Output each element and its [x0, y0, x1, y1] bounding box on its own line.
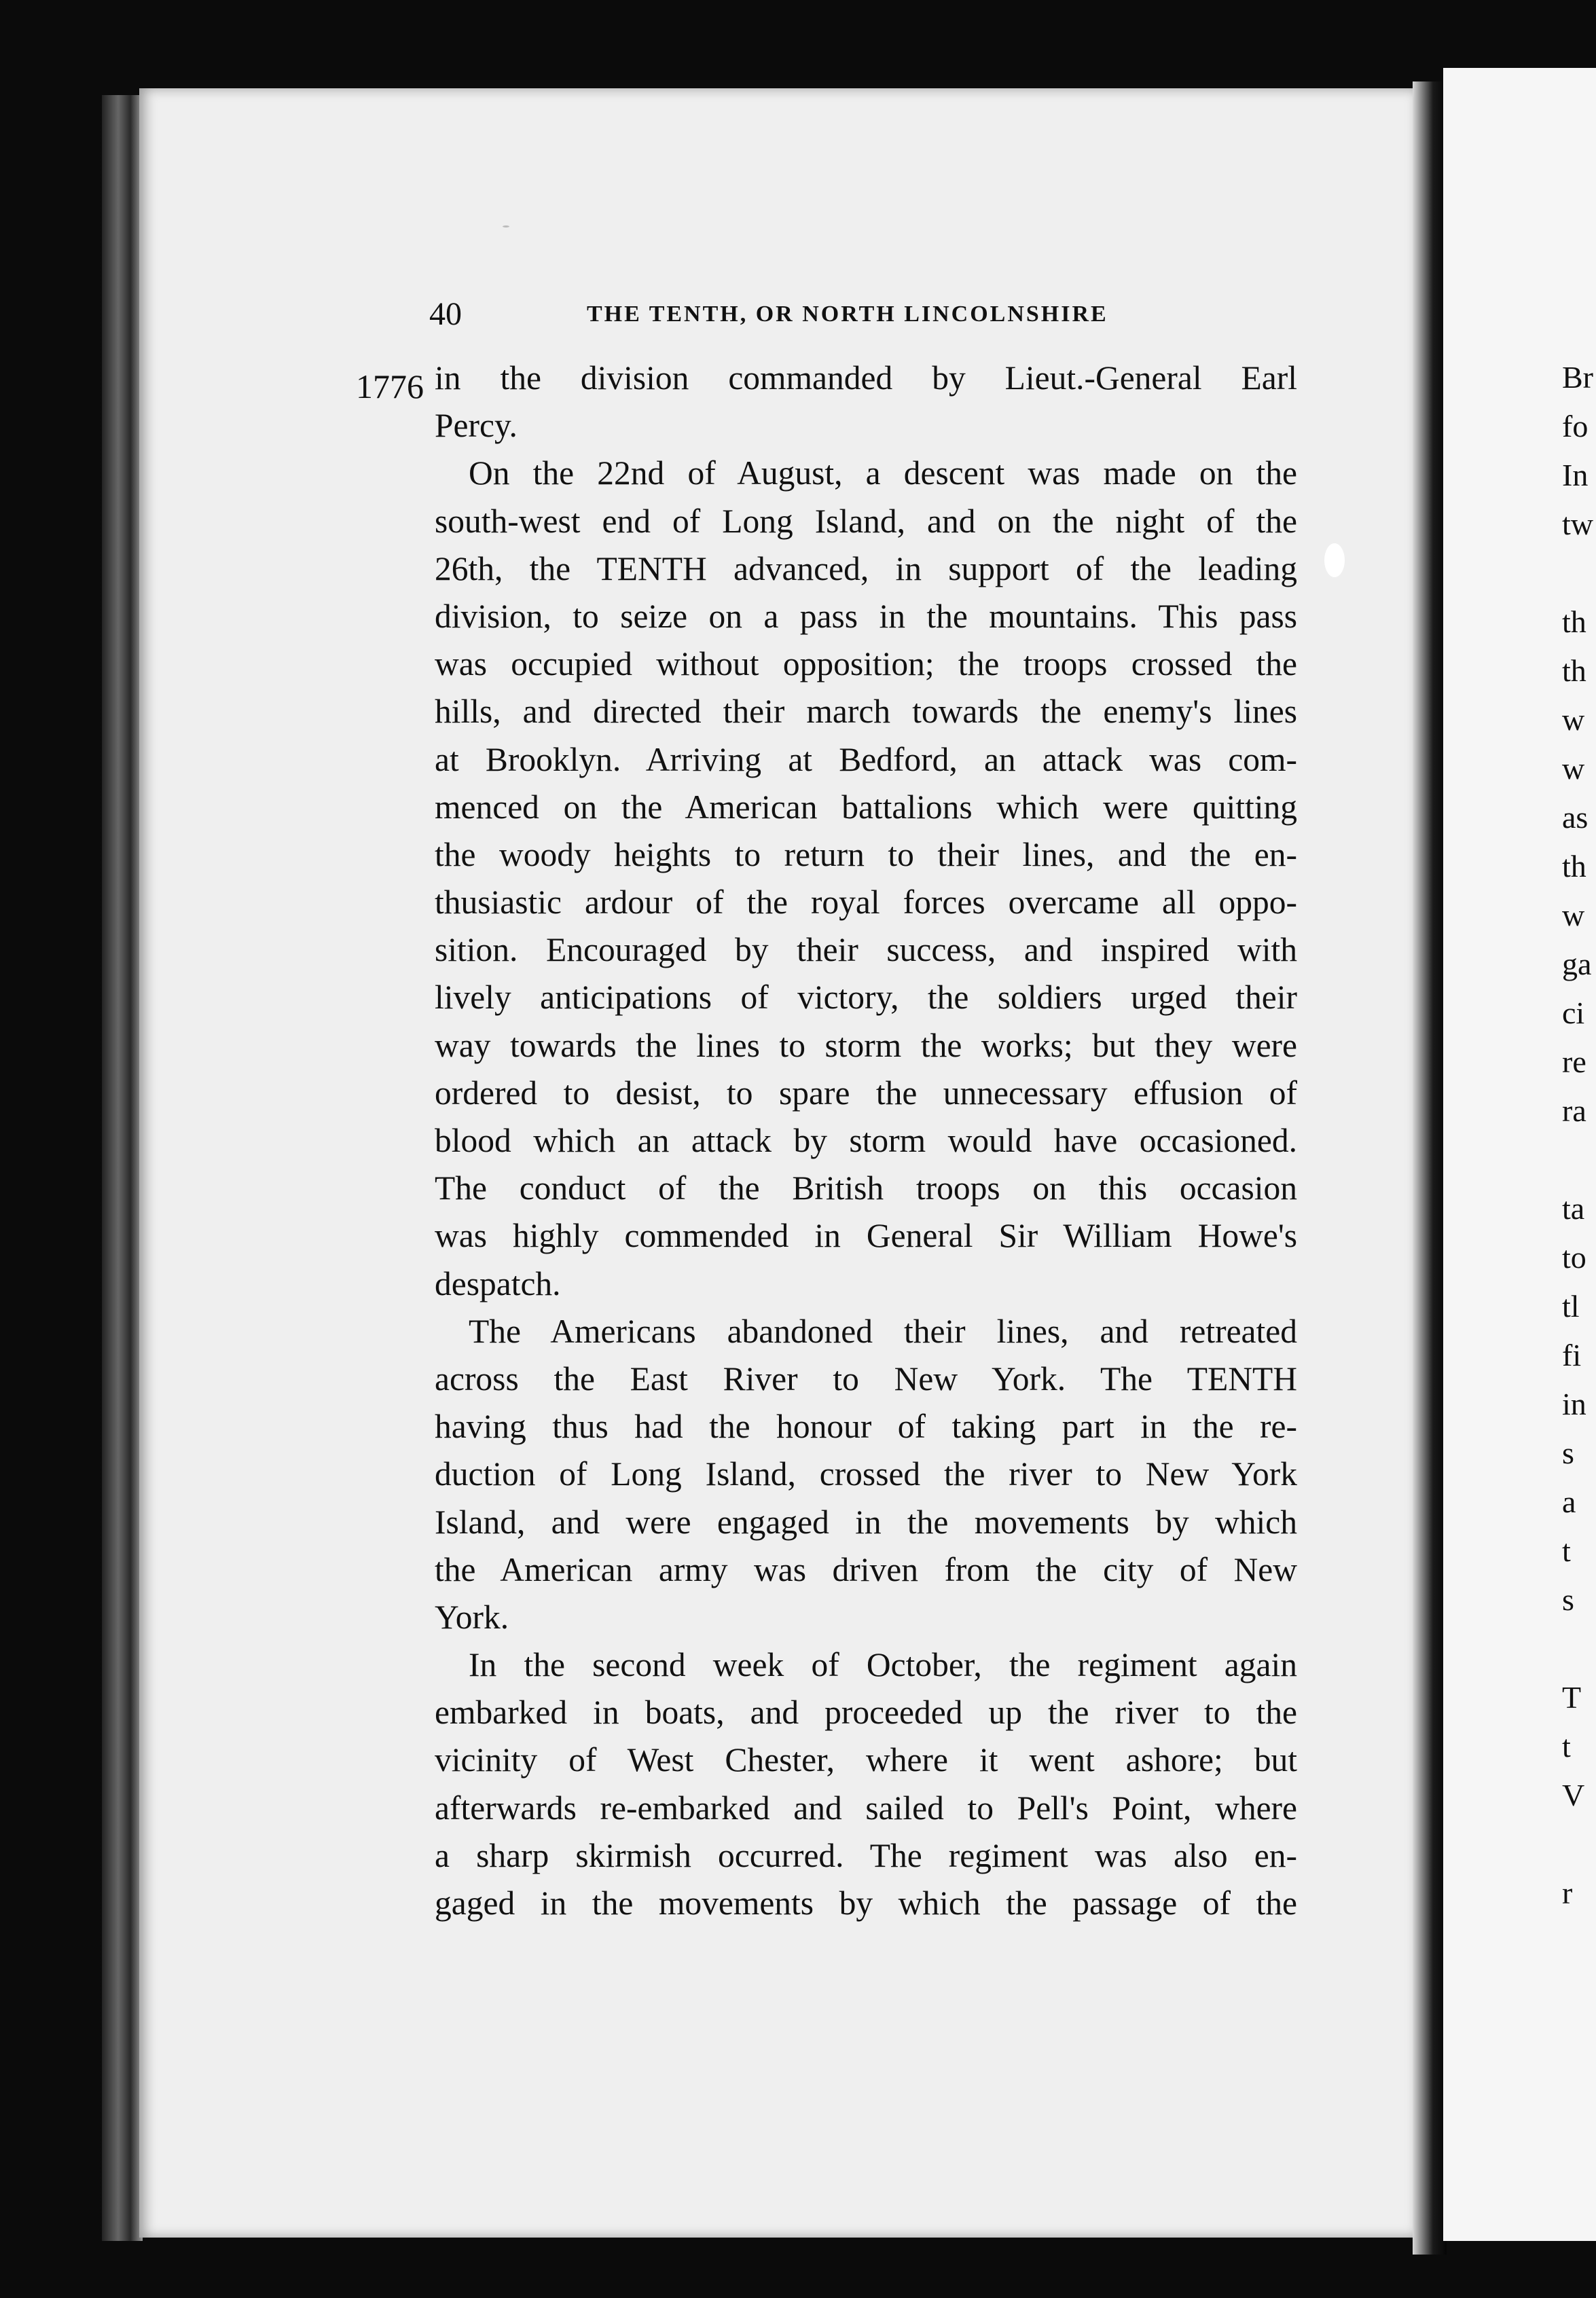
- text-line: at Brooklyn. Arriving at Bedford, an attack was com-: [435, 740, 1297, 778]
- facing-line-fragment: ga: [1562, 947, 1592, 981]
- text-line: embarked in boats, and proceeded up the river to the: [435, 1694, 1297, 1732]
- text-line: On the 22nd of August, a descent was made on the: [469, 454, 1297, 492]
- facing-line-fragment: r: [1562, 1876, 1573, 1910]
- facing-line-fragment: in: [1562, 1387, 1586, 1421]
- facing-line-fragment: a: [1562, 1484, 1576, 1519]
- facing-line-fragment: w: [1562, 751, 1585, 786]
- facing-line-fragment: [1562, 549, 1596, 598]
- facing-line-fragment: ci: [1562, 996, 1585, 1030]
- facing-line-fragment: s: [1562, 1582, 1574, 1617]
- facing-line-fragment: [1562, 1820, 1596, 1869]
- text-line: 26th, the TENTH advanced, in support of the leading: [435, 549, 1297, 587]
- facing-line-fragment: T: [1562, 1680, 1582, 1715]
- text-line: the woody heights to return to their lines, and the en-: [435, 835, 1297, 873]
- text-line: was highly commended in General Sir William Howe's: [435, 1217, 1297, 1255]
- facing-line-fragment: th: [1562, 653, 1586, 688]
- text-line: having thus had the honour of taking part in the re-: [435, 1408, 1297, 1446]
- text-line: hills, and directed their march towards the enemy's lines: [435, 693, 1297, 731]
- margin-year: 1776: [356, 367, 424, 405]
- gutter-shadow: [1413, 81, 1447, 2255]
- text-line: a sharp skirmish occurred. The regiment was also en-: [435, 1836, 1297, 1874]
- text-line: across the East River to New York. The TENTH: [435, 1360, 1297, 1398]
- facing-line-fragment: tl: [1562, 1289, 1580, 1324]
- facing-line-fragment: V: [1562, 1778, 1585, 1812]
- facing-line-fragment: fo: [1562, 409, 1589, 443]
- facing-line-fragment: Br: [1562, 360, 1593, 395]
- text-line: In the second week of October, the regiment again: [469, 1646, 1297, 1684]
- facing-line-fragment: as: [1562, 800, 1589, 835]
- facing-line-fragment: w: [1562, 702, 1585, 737]
- facing-line-fragment: ta: [1562, 1191, 1585, 1226]
- body-text: [435, 354, 1297, 1927]
- text-line: Island, and were engaged in the movements by which: [435, 1503, 1297, 1541]
- text-line: despatch.: [435, 1264, 561, 1302]
- text-line: was occupied without opposition; the troops crossed the: [435, 645, 1297, 683]
- text-line: The Americans abandoned their lines, and retreated: [469, 1312, 1297, 1350]
- text-line: in the division commanded by Lieut.-General Earl: [435, 359, 1297, 397]
- facing-line-fragment: t: [1562, 1729, 1571, 1764]
- text-line: blood which an attack by storm would have occasioned.: [435, 1122, 1297, 1159]
- text-line: The conduct of the British troops on this occasion: [435, 1169, 1297, 1207]
- facing-line-fragment: [1562, 1624, 1596, 1673]
- text-line: thusiastic ardour of the royal forces overcame all oppo-: [435, 883, 1297, 922]
- text-line: south-west end of Long Island, and on the night of the: [435, 502, 1297, 540]
- facing-line-fragment: s: [1562, 1436, 1574, 1470]
- text-line: duction of Long Island, crossed the river to New York: [435, 1455, 1297, 1493]
- page-number: 40: [429, 296, 462, 332]
- text-line: the American army was driven from the city of New: [435, 1550, 1297, 1588]
- book-spine-edge: [102, 95, 143, 2241]
- paper-speck: [1324, 543, 1345, 577]
- facing-line-fragment: t: [1562, 1533, 1571, 1568]
- running-title: THE TENTH, OR NORTH LINCOLNSHIRE: [587, 302, 1108, 327]
- text-line: vicinity of West Chester, where it went ashore; but: [435, 1741, 1297, 1779]
- facing-line-fragment: In: [1562, 458, 1589, 492]
- facing-line-fragment: re: [1562, 1044, 1586, 1079]
- facing-page-text: [1562, 353, 1596, 1918]
- paper-speck: [503, 225, 509, 227]
- facing-line-fragment: th: [1562, 604, 1586, 639]
- text-line: ordered to desist, to spare the unnecessary effusion of: [435, 1074, 1297, 1112]
- text-line: York.: [435, 1598, 509, 1636]
- facing-line-fragment: th: [1562, 849, 1586, 883]
- facing-line-fragment: tw: [1562, 507, 1593, 541]
- text-line: way towards the lines to storm the works; but they were: [435, 1026, 1297, 1064]
- facing-line-fragment: w: [1562, 898, 1585, 932]
- text-line: lively anticipations of victory, the soldiers urged their: [435, 979, 1297, 1017]
- facing-line-fragment: to: [1562, 1240, 1586, 1275]
- text-line: Percy.: [435, 407, 518, 445]
- facing-line-fragment: [1562, 1135, 1596, 1184]
- text-line: sition. Encouraged by their success, and inspired with: [435, 931, 1297, 969]
- text-line: afterwards re-embarked and sailed to Pell's Point, where: [435, 1789, 1297, 1827]
- facing-line-fragment: ra: [1562, 1093, 1586, 1128]
- text-line: division, to seize on a pass in the mountains. This pass: [435, 597, 1297, 635]
- text-line: gaged in the movements by which the passage of the: [435, 1884, 1297, 1922]
- text-line: menced on the American battalions which were quitting: [435, 788, 1297, 826]
- facing-line-fragment: fi: [1562, 1338, 1582, 1372]
